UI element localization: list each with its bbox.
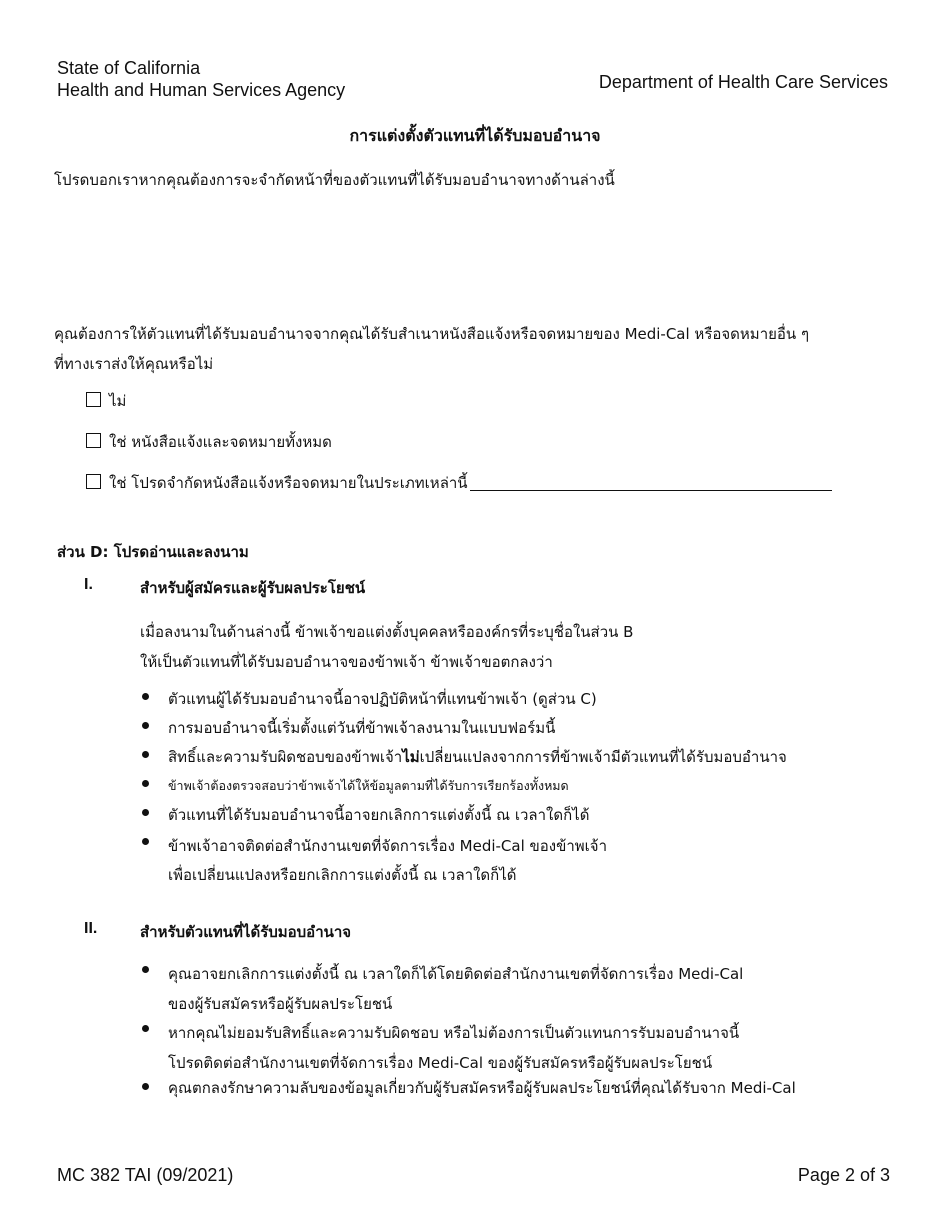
part-2-bullet-2-line1: หากคุณไม่ยอมรับสิทธิ์และความรับผิดชอบ หรือไม่ต้องการเป็นตัวแทนการรับมอบอำนาจนี้ xyxy=(168,1024,740,1042)
option-yes-all-checkbox[interactable] xyxy=(86,433,101,448)
part-2-numeral: II. xyxy=(84,920,98,937)
page-number: Page 2 of 3 xyxy=(797,1165,890,1185)
part-1-bullet-5: ตัวแทนที่ได้รับมอบอำนาจนี้อาจยกเลิกการแต่งตั้งนี้ ณ เวลาใดก็ได้ xyxy=(168,806,590,824)
bullet-dot xyxy=(142,838,149,845)
option-no[interactable] xyxy=(86,389,126,413)
option-yes-all-label: ใช่ หนังสือแจ้งและจดหมายทั้งหมด xyxy=(109,433,332,451)
part-2-bullet-1 xyxy=(168,959,743,1019)
part-2-bullet-1-line1: คุณอาจยกเลิกการแต่งตั้งนี้ ณ เวลาใดก็ได้โดยติดต่อสำนักงานเขตที่จัดการเรื่อง Medi-Cal xyxy=(168,965,744,983)
option-yes-limit-checkbox[interactable] xyxy=(86,474,101,489)
option-yes-limit-label: ใช่ โปรดจำกัดหนังสือแจ้งหรือจดหมายในประเภทเหล่านี้ xyxy=(109,474,468,492)
limit-duties-prompt: โปรดบอกเราหากคุณต้องการจะจำกัดหน้าที่ของตัวแทนที่ได้รับมอบอำนาจทางด้านล่างนี้ xyxy=(54,171,615,189)
part-1-intro-line2: ให้เป็นตัวแทนที่ได้รับมอบอำนาจของข้าพเจ้า ข้าพเจ้าขอตกลงว่า xyxy=(140,653,553,671)
part-1-bullet-3-emphasis: ไม่ xyxy=(402,748,420,766)
part-2-bullet-3: คุณตกลงรักษาความลับของข้อมูลเกี่ยวกับผู้รับสมัครหรือผู้รับผลประโยชน์ที่คุณได้รับจาก Medi-Cal xyxy=(168,1079,796,1097)
option-no-checkbox[interactable] xyxy=(86,392,101,407)
option-no-label: ไม่ xyxy=(109,392,127,410)
part-2-title: สำหรับตัวแทนที่ได้รับมอบอำนาจ xyxy=(140,923,352,941)
part-2-bullet-2 xyxy=(168,1018,739,1078)
copies-question-line1: คุณต้องการให้ตัวแทนที่ได้รับมอบอำนาจจากคุณได้รับสำเนาหนังสือแจ้งหรือจดหมายของ Medi-Cal หรือจดหมายอื่น ๆ xyxy=(54,325,809,343)
bullet-dot xyxy=(142,722,149,729)
bullet-dot xyxy=(142,1025,149,1032)
part-1-bullet-6 xyxy=(168,832,607,890)
bullet-dot xyxy=(142,809,149,816)
option-yes-all[interactable] xyxy=(86,430,332,454)
part-1-bullet-4: ข้าพเจ้าต้องตรวจสอบว่าข้าพเจ้าได้ให้ข้อมูลตามที่ได้รับการเรียกร้องทั้งหมด xyxy=(168,778,569,793)
copies-question xyxy=(54,319,809,379)
copies-question-line2: ที่ทางเราส่งให้คุณหรือไม่ xyxy=(54,355,214,373)
department-name: Department of Health Care Services xyxy=(598,72,888,92)
state-name: State of California xyxy=(57,58,201,78)
agency-name: Health and Human Services Agency xyxy=(57,80,346,100)
part-1-intro xyxy=(140,617,633,677)
part-1-bullet-6-line2: เพื่อเปลี่ยนแปลงหรือยกเลิกการแต่งตั้งนี้ ณ เวลาใดก็ได้ xyxy=(168,866,517,884)
form-id: MC 382 TAI (09/2021) xyxy=(57,1165,234,1185)
part-1-bullet-3-pre: สิทธิ์และความรับผิดชอบของข้าพเจ้า xyxy=(168,748,403,766)
bullet-dot xyxy=(142,751,149,758)
bullet-dot xyxy=(142,1083,149,1090)
bullet-dot xyxy=(142,966,149,973)
part-1-title: สำหรับผู้สมัครและผู้รับผลประโยชน์ xyxy=(140,579,366,597)
part-1-bullet-6-line1: ข้าพเจ้าอาจติดต่อสำนักงานเขตที่จัดการเรื่อง Medi-Cal ของข้าพเจ้า xyxy=(168,837,608,855)
bullet-dot xyxy=(142,693,149,700)
option-yes-limit[interactable] xyxy=(86,471,832,495)
bullet-dot xyxy=(142,780,149,787)
part-1-bullet-3-post: เปลี่ยนแปลงจากการที่ข้าพเจ้ามีตัวแทนที่ได้รับมอบอำนาจ xyxy=(419,748,787,766)
part-2-bullet-1-line2: ของผู้รับสมัครหรือผู้รับผลประโยชน์ xyxy=(168,995,393,1013)
section-d-heading: ส่วน D: โปรดอ่านและลงนาม xyxy=(57,543,249,561)
limit-types-field[interactable] xyxy=(470,476,832,491)
agency-header xyxy=(57,57,345,101)
part-1-bullet-3 xyxy=(168,745,787,769)
part-1-bullet-2: การมอบอำนาจนี้เริ่มตั้งแต่วันที่ข้าพเจ้าลงนามในแบบฟอร์มนี้ xyxy=(168,719,556,737)
part-1-bullet-1: ตัวแทนผู้ได้รับมอบอำนาจนี้อาจปฏิบัติหน้าที่แทนข้าพเจ้า (ดูส่วน C) xyxy=(168,690,597,708)
part-1-intro-line1: เมื่อลงนามในด้านล่างนี้ ข้าพเจ้าขอแต่งตั้งบุคคลหรือองค์กรที่ระบุชื่อในส่วน B xyxy=(140,623,634,641)
part-2-bullet-2-line2: โปรดติดต่อสำนักงานเขตที่จัดการเรื่อง Medi-Cal ของผู้รับสมัครหรือผู้รับผลประโยชน์ xyxy=(168,1054,713,1072)
part-1-numeral: I. xyxy=(84,576,93,593)
page-title: การแต่งตั้งตัวแทนที่ได้รับมอบอำนาจ xyxy=(349,126,601,145)
